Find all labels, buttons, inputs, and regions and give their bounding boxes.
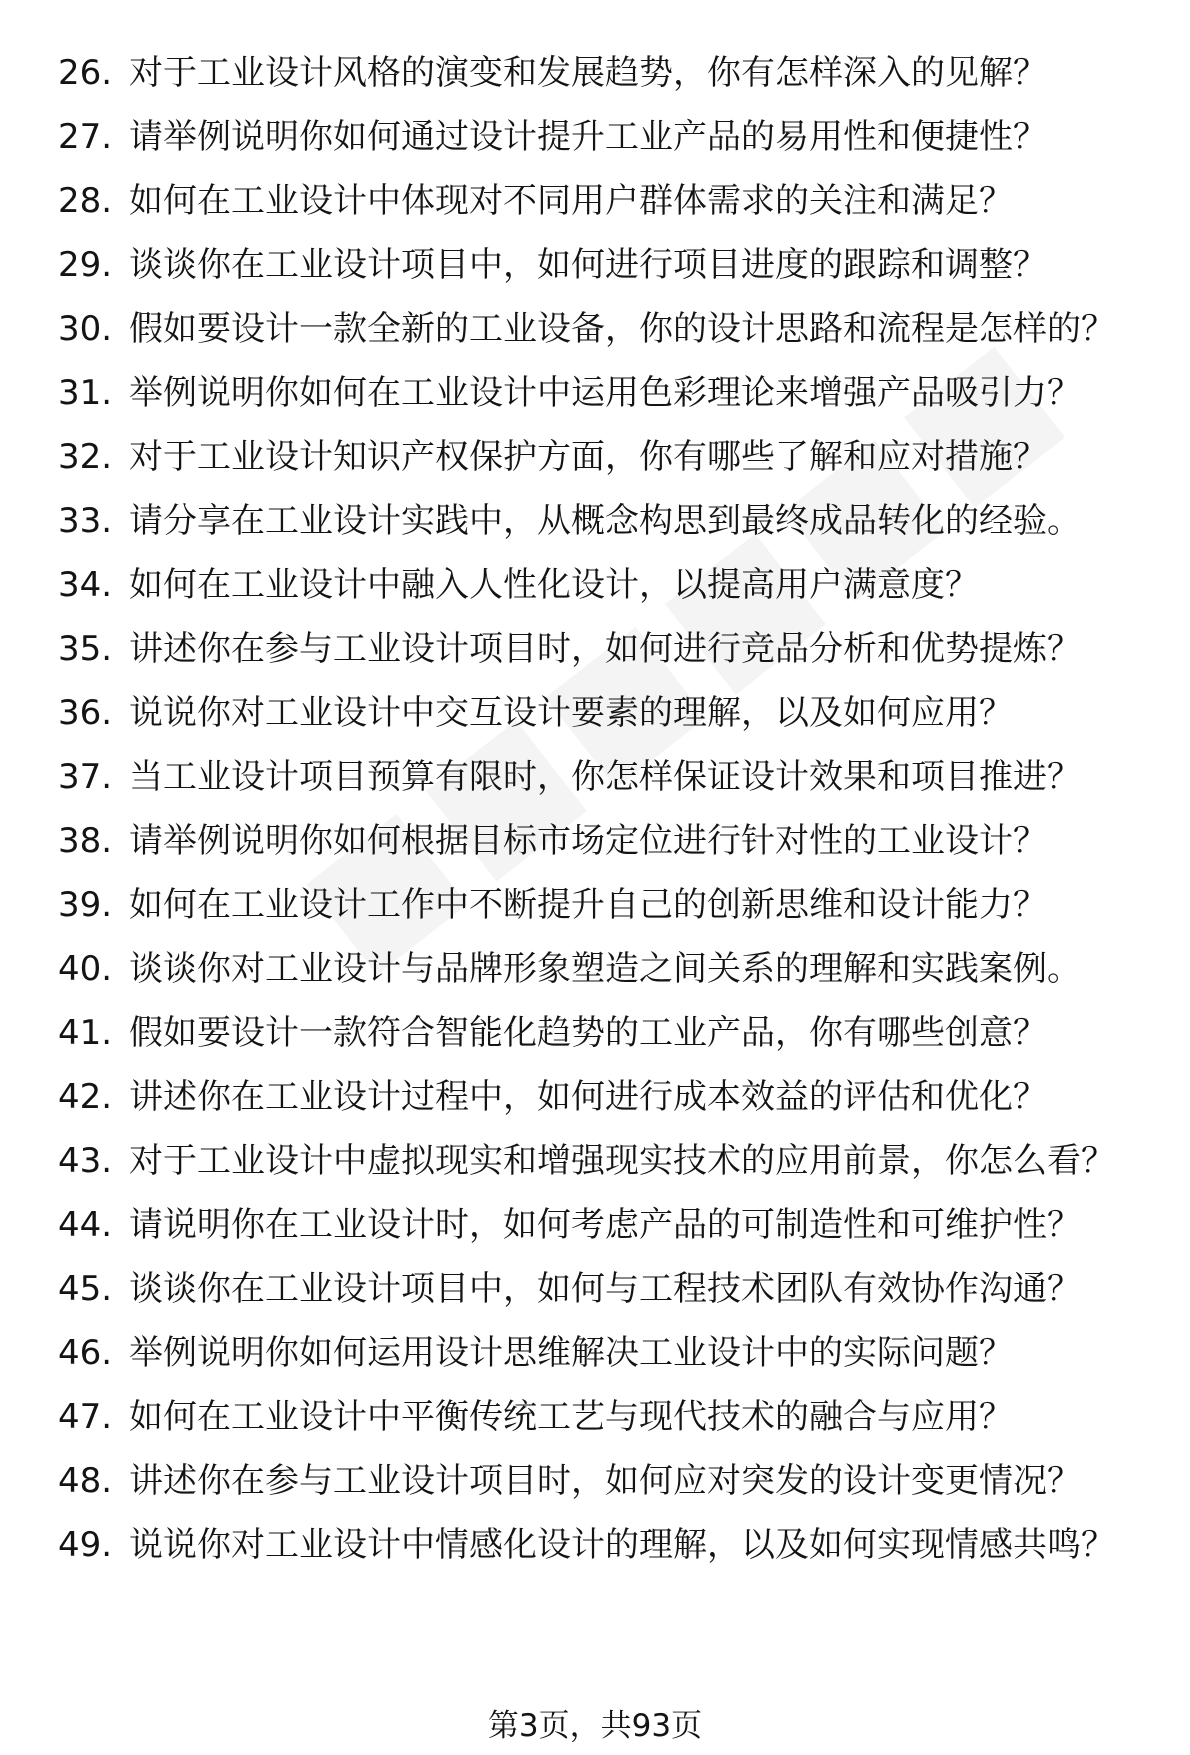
question-number: 33.	[58, 501, 113, 541]
question-number: 46.	[58, 1333, 113, 1373]
question-item	[0, 821, 1190, 885]
question-number: 41.	[58, 1013, 113, 1053]
question-item	[0, 245, 1190, 309]
question-text: 如何在工业设计中平衡传统工艺与现代技术的融合与应用？	[129, 1397, 1013, 1437]
question-number: 40.	[58, 949, 113, 989]
question-text: 对于工业设计知识产权保护方面，你有哪些了解和应对措施？	[129, 437, 1047, 477]
question-text: 讲述你在参与工业设计项目时，如何应对突发的设计变更情况？	[129, 1461, 1081, 1501]
question-text: 举例说明你如何运用设计思维解决工业设计中的实际问题？	[129, 1333, 1013, 1373]
question-item	[0, 53, 1190, 117]
question-text: 谈谈你在工业设计项目中，如何与工程技术团队有效协作沟通？	[129, 1269, 1081, 1309]
question-item	[0, 1077, 1190, 1141]
question-item	[0, 757, 1190, 821]
question-number: 48.	[58, 1461, 113, 1501]
question-number: 26.	[58, 53, 113, 93]
question-item	[0, 1525, 1190, 1589]
question-number: 49.	[58, 1525, 113, 1565]
question-item	[0, 1461, 1190, 1525]
question-number: 37.	[58, 757, 113, 797]
question-item	[0, 629, 1190, 693]
question-item	[0, 1205, 1190, 1269]
question-text: 举例说明你如何在工业设计中运用色彩理论来增强产品吸引力？	[129, 373, 1081, 413]
question-text: 假如要设计一款全新的工业设备，你的设计思路和流程是怎样的？	[129, 309, 1115, 349]
question-item	[0, 181, 1190, 245]
question-number: 30.	[58, 309, 113, 349]
question-number: 36.	[58, 693, 113, 733]
question-number: 34.	[58, 565, 113, 605]
question-text: 对于工业设计中虚拟现实和增强现实技术的应用前景，你怎么看？	[129, 1141, 1115, 1181]
question-text: 讲述你在工业设计过程中，如何进行成本效益的评估和优化？	[129, 1077, 1047, 1117]
question-number: 43.	[58, 1141, 113, 1181]
question-item	[0, 117, 1190, 181]
question-number: 31.	[58, 373, 113, 413]
question-item	[0, 949, 1190, 1013]
question-item	[0, 1141, 1190, 1205]
question-item	[0, 885, 1190, 949]
question-item	[0, 1333, 1190, 1397]
page-number-footer: 第3页，共93页	[487, 1708, 703, 1744]
question-number: 35.	[58, 629, 113, 669]
question-text: 谈谈你对工业设计与品牌形象塑造之间关系的理解和实践案例。	[129, 949, 1081, 989]
question-item	[0, 1013, 1190, 1077]
question-text: 讲述你在参与工业设计项目时，如何进行竞品分析和优势提炼？	[129, 629, 1081, 669]
question-item	[0, 1397, 1190, 1461]
question-number: 47.	[58, 1397, 113, 1437]
question-text: 如何在工业设计中体现对不同用户群体需求的关注和满足？	[129, 181, 1013, 221]
question-item	[0, 501, 1190, 565]
question-item	[0, 309, 1190, 373]
question-number: 44.	[58, 1205, 113, 1245]
question-number: 28.	[58, 181, 113, 221]
question-number: 29.	[58, 245, 113, 285]
question-text: 请举例说明你如何通过设计提升工业产品的易用性和便捷性？	[129, 117, 1047, 157]
question-text: 请举例说明你如何根据目标市场定位进行针对性的工业设计？	[129, 821, 1047, 861]
question-number: 42.	[58, 1077, 113, 1117]
question-text: 请说明你在工业设计时，如何考虑产品的可制造性和可维护性？	[129, 1205, 1081, 1245]
question-number: 27.	[58, 117, 113, 157]
question-item	[0, 565, 1190, 629]
question-number: 32.	[58, 437, 113, 477]
question-item	[0, 693, 1190, 757]
question-text: 假如要设计一款符合智能化趋势的工业产品，你有哪些创意？	[129, 1013, 1047, 1053]
question-text: 请分享在工业设计实践中，从概念构思到最终成品转化的经验。	[129, 501, 1081, 541]
question-number: 38.	[58, 821, 113, 861]
question-text: 说说你对工业设计中交互设计要素的理解，以及如何应用？	[129, 693, 1013, 733]
question-text: 当工业设计项目预算有限时，你怎样保证设计效果和项目推进？	[129, 757, 1081, 797]
question-text: 说说你对工业设计中情感化设计的理解，以及如何实现情感共鸣？	[129, 1525, 1115, 1565]
question-number: 45.	[58, 1269, 113, 1309]
question-item	[0, 1269, 1190, 1333]
question-item	[0, 437, 1190, 501]
question-item	[0, 373, 1190, 437]
question-text: 对于工业设计风格的演变和发展趋势，你有怎样深入的见解？	[129, 53, 1047, 93]
question-list	[0, 53, 1190, 1589]
question-text: 谈谈你在工业设计项目中，如何进行项目进度的跟踪和调整？	[129, 245, 1047, 285]
question-number: 39.	[58, 885, 113, 925]
question-text: 如何在工业设计中融入人性化设计，以提高用户满意度？	[129, 565, 979, 605]
question-text: 如何在工业设计工作中不断提升自己的创新思维和设计能力？	[129, 885, 1047, 925]
